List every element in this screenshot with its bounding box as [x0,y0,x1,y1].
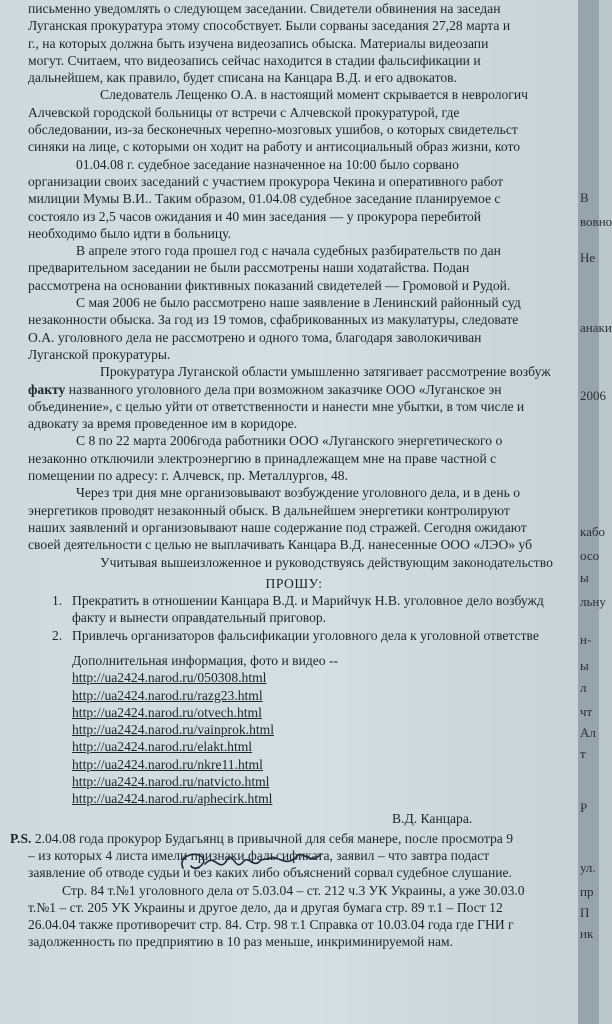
url-link[interactable]: http://ua2424.narod.ru/nkre11.html [72,756,263,772]
link-list [0,669,578,807]
signature-name: В.Д. Канцара. [392,810,473,826]
edge-text-fragment: кабо [580,524,606,539]
paragraph-line: дальнейшем, как правило, будет списана на Канцара В.Д. и его адвокатов. [28,70,457,86]
url-link[interactable]: http://ua2424.narod.ru/razg23.html [72,687,263,703]
link-row [0,790,578,807]
paragraph-line: организации своих заседаний с участием прокурора Чекина и оперативного работ [28,173,504,189]
paragraph-line: Луганская прокуратура этому способствует. Были сорваны заседания 27,28 марта и [28,18,511,34]
url-link[interactable]: http://ua2424.narod.ru/natvicto.html [72,774,270,790]
paragraph-line: состояло из 2,5 часов ожидания и 40 мин заседания — у прокурора перебитой [28,208,482,224]
handwritten-signature [175,848,325,878]
url-link[interactable]: http://ua2424.narod.ru/otvech.html [72,704,262,720]
ps-line-5: т.№1 – ст. 205 УК Украины и другое дело, да и другая бумага стр. 89 т.1 – Пост 12 [28,899,503,915]
paragraph-line: незаконности обыска. За год из 19 томов, сфабрикованных из макулатуры, следовате [28,312,519,328]
link-row [0,704,578,721]
link-row [0,773,578,790]
paragraph-line: О.А. уголовного дела не рассмотрено и одного тома, благодаря заволокичиван [28,329,482,345]
edge-text-fragment: т [580,746,586,761]
ps-line-4: Стр. 84 т.№1 уголовного дела от 5.03.04 – ст. 212 ч.3 УК Украины, а уже 30.03.0 [62,882,525,898]
edge-text-fragment: н- [580,632,592,647]
request-number: 2. [52,627,63,643]
ps-line-6: 26.04.04 также противоречит стр. 84. Стр. 98 т.1 Справка от 10.03.04 года где ГНИ г [28,917,514,933]
edge-text-fragment: П [580,905,590,920]
edge-text-fragment: 2006 [580,388,606,403]
request-text: Прекратить в отношении Канцара В.Д. и Марийчук Н.В. уголовное дело возбужд [72,593,544,609]
paragraph-line: синяки на лице, с которыми он ходит на работу и антисоциальный образ жизни, кото [28,139,521,155]
bold-word: факту [28,381,66,397]
url-link[interactable]: http://ua2424.narod.ru/050308.html [72,670,267,686]
paragraph-line: могут. Считаем, что видеозапись сейчас находится в стадии фальсификации и [28,52,481,68]
link-row [0,756,578,773]
ps-line-2: – из которых 4 листа имели признаки фальсификата, заявил – что завтра подаст [28,847,490,863]
ps-line-7: задолженность по предприятию в 10 раз меньше, инкриминируемой нам. [28,934,454,950]
line-rest: названного уголовного дела при возможном заказчике ООО «Луганское эн [65,381,502,397]
paragraph-line: письменно уведомлять о следующем заседании. Свидетели обвинения на заседан [28,1,501,16]
paragraph-line: Прокуратура Луганской области умышленно затягивает рассмотрение возбуж [100,364,551,380]
link-row [0,721,578,738]
link-row [0,669,578,686]
edge-text-fragment: Ал [580,725,596,740]
edge-text-fragment: ы [580,658,589,673]
request-number: 1. [52,593,63,609]
ps-text-1: 2.04.08 года прокурор Будагьянц в привычной для себя манере, после просмотра 9 [34,830,514,846]
request-line [0,627,578,644]
edge-text-fragment: ы [580,570,589,585]
edge-text-fragment: нк [580,926,594,941]
paragraph-line: 01.04.08 г. судебное заседание назначенное на 10:00 было сорвано [76,156,459,172]
paragraph-line: энергетиков проводят незаконный обыск. В дальнейшем энергетики контролируют [28,502,510,518]
paragraph-line: помещении по адресу: г. Алчевск, пр. Металлургов, 48. [28,468,348,484]
paragraph-line [0,381,578,398]
ps-label: P.S. [10,830,32,846]
paragraph-line: адвокату за время проведенное им в коридоре. [28,416,298,432]
edge-text-fragment: Не [580,250,596,265]
request-line [0,592,578,609]
url-link[interactable]: http://ua2424.narod.ru/vainprok.html [72,722,274,738]
edge-text-fragment: В [580,190,589,205]
request-text: Привлечь организаторов фальсификации уголовного дела к уголовной ответстве [72,627,539,643]
paragraph-line: милиции Мумы В.И.. Таким образом, 01.04.08 судебное заседание планируемое с [28,191,501,207]
edge-text-fragment: осо [580,548,600,563]
adjacent-page-edge [578,0,612,1024]
extra-info-label: Дополнительная информация, фото и видео -- [72,652,339,668]
link-row [0,687,578,704]
paragraph-line: незаконно отключили электроэнергию в принадлежащем мне на праве частной с [28,450,497,466]
paragraph-line: Через три дня мне организовывают возбуждение уголовного дела, и в день о [76,485,520,501]
edge-text-fragment: анаки [580,320,612,335]
paragraph-line: предварительном заседании не были рассмотрены наши ходатайства. Подан [28,260,470,276]
paragraph-line: Следователь Лещенко О.А. в настоящий момент скрывается в неврологич [100,87,528,103]
edge-text-fragment: чт [580,704,593,719]
paragraph-line: наших заявлений и организовывают наше содержание под стражей. Сегодня ожидают [28,519,527,535]
paragraph-line: С 8 по 22 марта 2006года работники ООО «Луганского энергетического о [76,433,503,449]
edge-text-fragment: ул. [580,860,596,875]
request-heading: ПРОШУ: [265,575,323,591]
edge-text-fragment: Р [580,800,588,815]
paragraph-line: рассмотрена на основании фиктивных показаний свидетелей — Громовой и Рудой. [28,277,511,293]
ps-line-1 [0,830,578,847]
paragraph-line: С мая 2006 не было рассмотрено наше заявление в Ленинский районный суд [76,295,521,311]
edge-text-fragment: л [580,680,587,695]
edge-text-fragment: льну [580,594,606,609]
paragraph-line: г., на которых должна быть изучена видеозапись обыска. Материалы видеозапи [28,35,489,51]
edge-text-fragment: вовно [580,214,612,229]
ps-line-3: заявление об отводе судьи и без каких либо объяснений сорвал судебное слушание. [28,865,512,881]
paragraph-line: Луганской прокуратуры. [28,346,171,362]
link-row [0,738,578,755]
paragraph-line: Алчевской городской больницы от встречи с Алчевской прокуратурой, где [28,104,460,120]
paragraph-line: обследовании, из-за бесконечных черепно-мозговых ушибов, о которых свидетельст [28,122,518,138]
paragraph-line: своей деятельности с целью не выплачивать Канцара В.Д. нанесенные ООО «ЛЭО» уб [28,537,533,553]
paragraph-line: В апреле этого года прошел год с начала судебных разбирательств по дан [76,243,501,259]
paragraph-line: Учитывая вышеизложенное и руководствуясь действующим законодательство [100,554,553,570]
paragraph-line: необходимо было идти в больницу. [28,225,232,241]
request-list [0,592,578,644]
edge-text-fragment: пр [580,884,594,899]
request-line: факту и вынести оправдательный приговор. [72,610,327,626]
paragraph-line: объединение», с целью уйти от ответственности и нанести мне убытки, в том числе и [28,398,525,414]
url-link[interactable]: http://ua2424.narod.ru/elakt.html [72,739,253,755]
url-link[interactable]: http://ua2424.narod.ru/aphecirk.html [72,791,273,807]
